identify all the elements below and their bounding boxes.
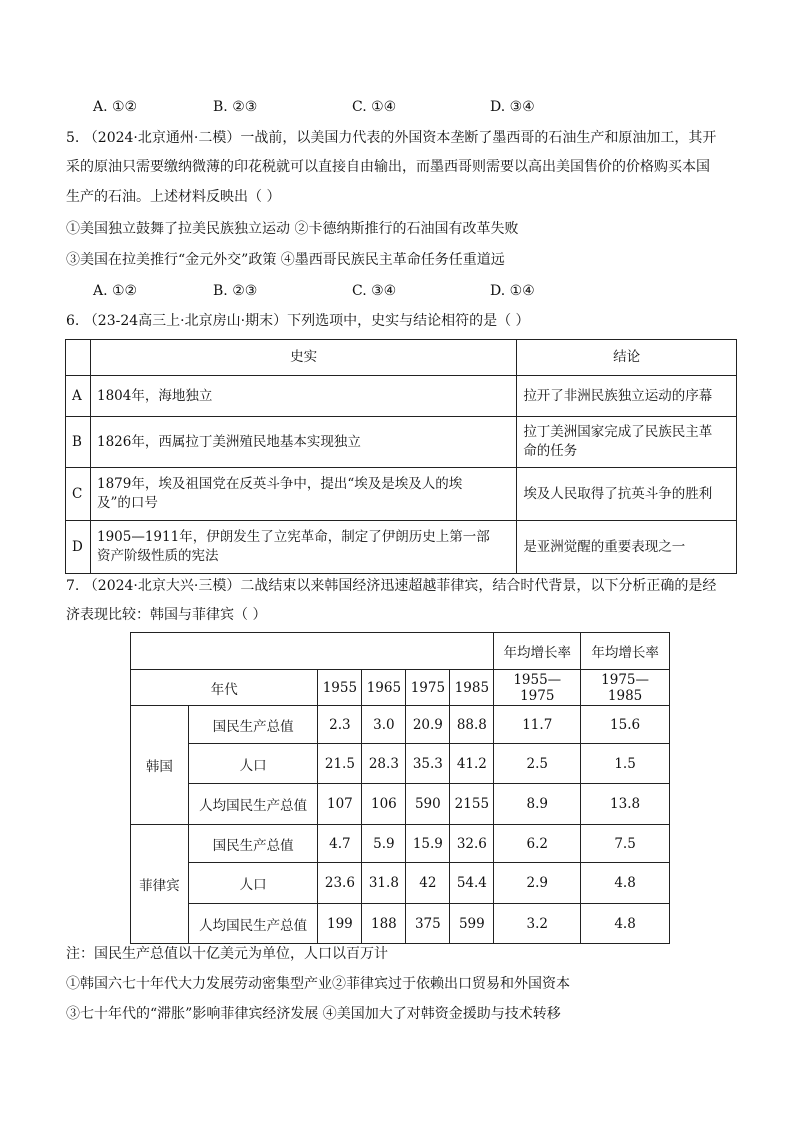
fact-text: 资产阶级性质的宪法 — [96, 548, 219, 564]
growth-header: 年均增长率 — [494, 633, 581, 670]
growth-cell: 2.9 — [494, 863, 581, 904]
table-row — [131, 706, 670, 744]
option-b[interactable]: B. ②③ — [213, 283, 258, 299]
year-header-row — [131, 670, 670, 706]
value-cell: 54.4 — [450, 863, 494, 904]
value-cell: 23.6 — [318, 863, 362, 904]
conclusion-cell — [517, 417, 737, 468]
growth-cell: 6.2 — [494, 825, 581, 863]
conclusion-cell — [517, 376, 737, 417]
value-cell: 88.8 — [450, 706, 494, 744]
year-cell: 1975 — [406, 670, 450, 706]
question-5-stem-line: 5. （2024·北京通州·二模）一战前，以美国力代表的外国资本垄断了墨西哥的石油生产和原油加工，其开 — [66, 130, 717, 146]
question-6-stem: 6. （23-24高三上·北京房山·期末）下列选项中，史实与结论相符的是（ ） — [66, 313, 530, 329]
growth-cell: 13.8 — [581, 784, 670, 825]
fact-conclusion-table — [65, 339, 737, 574]
value-cell: 590 — [406, 784, 450, 825]
value-cell: 188 — [362, 904, 406, 944]
indicator-label: 人均国民生产总值 — [188, 784, 318, 825]
period-cell: 1975—1985 — [581, 670, 670, 706]
question-5-stem-line: 生产的石油。上述材料反映出（ ） — [66, 189, 281, 205]
question-7-stem-line: 济表现比较：韩国与菲律宾（ ） — [66, 607, 267, 623]
year-label: 年代 — [131, 670, 318, 706]
header-cell — [66, 340, 91, 376]
conclusion-text: 埃及人民取得了抗英斗争的胜利 — [523, 485, 713, 502]
fact-text: 1879年，埃及祖国党在反英斗争中，提出“埃及是埃及人的埃 — [96, 476, 463, 492]
header-conclusion: 结论 — [517, 340, 737, 376]
option-d[interactable]: D. ③④ — [490, 99, 535, 115]
question-5-stem-line: 采的原油只需要缴纳微薄的印花税就可以直接自由输出，而墨西哥则需要以高出美国售价的价格购买本国 — [66, 159, 710, 175]
option-a[interactable]: A. ①② — [93, 99, 138, 115]
option-b[interactable]: B. ②③ — [213, 99, 258, 115]
fact-cell — [90, 468, 516, 521]
question-7-statement: ①韩国六七十年代大力发展劳动密集型产业②菲律宾过于依赖出口贸易和外国资本 — [66, 976, 570, 992]
table-row — [131, 744, 670, 784]
value-cell: 375 — [406, 904, 450, 944]
value-cell: 107 — [318, 784, 362, 825]
value-cell: 35.3 — [406, 744, 450, 784]
value-cell: 15.9 — [406, 825, 450, 863]
row-key: B — [66, 417, 91, 468]
fact-text: 及”的口号 — [96, 495, 158, 511]
row-key: A — [66, 376, 91, 417]
conclusion-text: 是亚洲觉醒的重要表现之一 — [523, 538, 686, 555]
indicator-label: 国民生产总值 — [188, 706, 318, 744]
value-cell: 2.3 — [318, 706, 362, 744]
fact-text: 1826年，西属拉丁美洲殖民地基本实现独立 — [96, 433, 361, 450]
period-cell: 1955—1975 — [494, 670, 581, 706]
table-row — [66, 376, 737, 417]
fact-text: 1804年，海地独立 — [96, 387, 213, 404]
question-7-stem-line: 7. （2024·北京大兴·三模）二战结束以来韩国经济迅速超越菲律宾，结合时代背景，以下分析正确的是经 — [66, 578, 717, 594]
table-row — [131, 904, 670, 944]
indicator-label: 人口 — [188, 744, 318, 784]
fact-cell — [90, 521, 516, 574]
question-5-statement: ①美国独立鼓舞了拉美民族独立运动 ②卡德纳斯推行的石油国有改革失败 — [66, 221, 519, 237]
conclusion-text: 拉丁美洲国家完成了民族民主革 — [523, 424, 713, 440]
growth-cell: 8.9 — [494, 784, 581, 825]
row-key: C — [66, 468, 91, 521]
growth-cell: 1.5 — [581, 744, 670, 784]
indicator-label: 国民生产总值 — [188, 825, 318, 863]
conclusion-text: 命的任务 — [523, 443, 578, 459]
indicator-label: 人均国民生产总值 — [188, 904, 318, 944]
question-7-statement: ③七十年代的“滞胀”影响菲律宾经济发展 ④美国加大了对韩资金援助与技术转移 — [66, 1006, 561, 1022]
year-cell: 1955 — [318, 670, 362, 706]
option-c[interactable]: C. ①④ — [352, 99, 397, 115]
option-d[interactable]: D. ①④ — [490, 283, 535, 299]
conclusion-cell — [517, 468, 737, 521]
table-note: 注：国民生产总值以十亿美元为单位，人口以百万计 — [66, 946, 388, 962]
conclusion-cell — [517, 521, 737, 574]
year-cell: 1965 — [362, 670, 406, 706]
value-cell: 106 — [362, 784, 406, 825]
table-row — [66, 521, 737, 574]
table-row — [131, 863, 670, 904]
value-cell: 42 — [406, 863, 450, 904]
country-cell: 韩国 — [131, 706, 189, 825]
option-a[interactable]: A. ①② — [93, 283, 138, 299]
question-5-statement: ③美国在拉美推行“金元外交”政策 ④墨西哥民族民主革命任务任重道远 — [66, 252, 505, 268]
empty-header-cell — [131, 633, 494, 670]
table-row — [131, 825, 670, 863]
table-row — [66, 417, 737, 468]
value-cell: 599 — [450, 904, 494, 944]
country-cell: 菲律宾 — [131, 825, 189, 944]
growth-cell: 3.2 — [494, 904, 581, 944]
growth-cell: 7.5 — [581, 825, 670, 863]
economic-comparison-table — [130, 632, 670, 944]
option-c[interactable]: C. ③④ — [352, 283, 397, 299]
value-cell: 28.3 — [362, 744, 406, 784]
value-cell: 3.0 — [362, 706, 406, 744]
fact-cell — [90, 376, 516, 417]
growth-cell: 15.6 — [581, 706, 670, 744]
header-fact: 史实 — [90, 340, 516, 376]
conclusion-text: 拉开了非洲民族独立运动的序幕 — [523, 387, 713, 404]
value-cell: 20.9 — [406, 706, 450, 744]
table-header-row — [66, 340, 737, 376]
growth-cell: 4.8 — [581, 904, 670, 944]
table-header-row — [131, 633, 670, 670]
value-cell: 31.8 — [362, 863, 406, 904]
growth-header: 年均增长率 — [581, 633, 670, 670]
value-cell: 21.5 — [318, 744, 362, 784]
year-cell: 1985 — [450, 670, 494, 706]
growth-cell: 4.8 — [581, 863, 670, 904]
value-cell: 4.7 — [318, 825, 362, 863]
value-cell: 5.9 — [362, 825, 406, 863]
growth-cell: 2.5 — [494, 744, 581, 784]
fact-cell — [90, 417, 516, 468]
fact-text: 1905—1911年，伊朗发生了立宪革命，制定了伊朗历史上第一部 — [96, 529, 490, 545]
value-cell: 32.6 — [450, 825, 494, 863]
indicator-label: 人口 — [188, 863, 318, 904]
value-cell: 199 — [318, 904, 362, 944]
value-cell: 2155 — [450, 784, 494, 825]
table-row — [66, 468, 737, 521]
row-key: D — [66, 521, 91, 574]
growth-cell: 11.7 — [494, 706, 581, 744]
table-row — [131, 784, 670, 825]
value-cell: 41.2 — [450, 744, 494, 784]
